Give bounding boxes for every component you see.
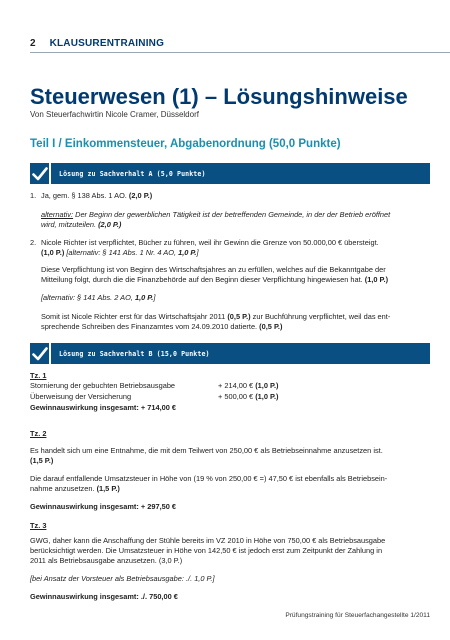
alternative-2	[41, 293, 155, 303]
row-1-points: (1,0 P.)	[255, 381, 279, 390]
tz-2-paragraph-2	[30, 474, 433, 494]
paragraph-somit-line1: Somit ist Nicole Richter erst für das Wirtschaftsjahr 2011	[41, 312, 228, 321]
banner-b-label: Lösung zu Sachverhalt B (15,0 Punkte)	[59, 349, 210, 358]
row-2-points: (1,0 P.)	[255, 392, 279, 401]
tz-2-paragraph-1-points: (1,5 P.)	[30, 456, 54, 465]
tz-2-paragraph-2-line1: Die darauf entfallende Umsatzsteuer in Höhe von (19 % von 250,00 € =) 47,50 € ist ebenfalls als Betriebsein-	[30, 474, 388, 483]
tz-3-heading: Tz. 3	[30, 521, 47, 530]
tz-2-heading: Tz. 2	[30, 429, 47, 438]
item-1-points: (2,0 P.)	[128, 191, 153, 200]
paragraph-somit-points2: (0,5 P.)	[259, 322, 283, 331]
alternative-1-points: (2,0 P.)	[98, 220, 122, 229]
alternative-1	[41, 210, 433, 230]
paragraph-somit-line1-tail: zur Buchführung verpflichtet, weil das ent-	[250, 312, 391, 321]
alternative-1-line2: wird, mitzuteilen.	[41, 220, 99, 229]
checkmark-icon	[30, 343, 51, 364]
row-1-amount: + 214,00 €	[218, 381, 256, 390]
alternative-2-close: ]	[153, 293, 156, 302]
paragraph-somit-line2: sprechende Schreiben des Finanzamtes vom 24.09.2010 datierte.	[41, 322, 260, 331]
alternative-2-text: [alternativ: § 141 Abs. 2 AO,	[41, 293, 135, 302]
tz-3-alternative: [bei Ansatz der Vorsteuer als Betriebsausgabe: ./. 1,0 P.]	[30, 574, 215, 583]
item-2-alt: [alternativ: § 141 Abs. 1 Nr. 4 AO,	[64, 248, 179, 257]
tz-3-line1: GWG, daher kann die Anschaffung der Stühle bereits im VZ 2010 in Höhe von 750,00 € als Betriebsausgabe	[30, 536, 386, 545]
paragraph-verpflichtung-line1: Diese Verpflichtung ist von Beginn des Wirtschaftsjahres an zu erfüllen, welches auf die Bekanntgabe der	[41, 265, 386, 274]
checkmark-icon	[30, 163, 51, 184]
row-1-value	[218, 381, 278, 390]
alternative-2-points: 1,0 P.	[134, 293, 154, 302]
item-1-text: Ja, gem. § 138 Abs. 1 AO.	[41, 191, 129, 200]
footer: Prüfungstraining für Steuerfachangestellte 1/2011	[285, 612, 430, 619]
tz-2-paragraph-2-points: (1,5 P.)	[96, 484, 120, 493]
item-2	[41, 238, 433, 258]
item-2-points: (1,0 P.)	[41, 248, 65, 257]
paragraph-somit	[41, 312, 433, 332]
row-2-value	[218, 392, 278, 401]
item-number-1: 1.	[30, 191, 37, 200]
tz-1-heading: Tz. 1	[30, 371, 47, 380]
item-number-2: 2.	[30, 238, 37, 247]
alternative-1-label: alternativ:	[41, 210, 74, 219]
tz-3-line3: 2011 als Betriebsausgabe anzusetzen. (3,0 P.)	[30, 556, 183, 565]
paragraph-verpflichtung-points: (1,0 P.)	[364, 275, 389, 284]
row-2-label: Überweisung der Versicherung	[30, 392, 132, 401]
item-1	[41, 191, 152, 201]
paragraph-verpflichtung-line2: Mitteilung folgt, durch die die Finanzbehörde auf den Beginn dieser Verpflichtung hingewiesen hat.	[41, 275, 365, 284]
paragraph-somit-points1: (0,5 P.)	[227, 312, 251, 321]
tz-3-paragraph	[30, 536, 433, 566]
banner-sachverhalt-b	[30, 343, 430, 364]
row-1-label: Stornierung der gebuchten Betriebsausgabe	[30, 381, 176, 390]
alternative-1-line1: Der Beginn der gewerblichen Tätigkeit ist der betreffenden Gemeinde, in der der Betrieb eröffnet	[73, 210, 391, 219]
item-2-line1: Nicole Richter ist verpflichtet, Bücher zu führen, weil ihr Gewinn die Grenze von 50.000,00 € übersteigt.	[41, 238, 379, 247]
item-2-alt-close: ]	[196, 248, 199, 257]
page-number: 2	[30, 38, 36, 49]
header-divider	[30, 52, 450, 53]
part-title: Teil I / Einkommensteuer, Abgabenordnung (50,0 Punkte)	[30, 138, 341, 150]
section-title: KLAUSURENTRAINING	[49, 38, 165, 49]
total-1: Gewinnauswirkung insgesamt: + 714,00 €	[30, 403, 177, 412]
total-3: Gewinnauswirkung insgesamt: ./. 750,00 €	[30, 592, 178, 601]
paragraph-verpflichtung	[41, 265, 433, 285]
tz-3-line2: berücksichtigt werden. Die Umsatzsteuer in Höhe von 142,50 € ist jedoch erst zum Zeitpunkt der Zahlung in	[30, 546, 383, 555]
tz-2-paragraph-1	[30, 446, 433, 466]
item-2-alt-points: 1,0 P.	[178, 248, 197, 257]
banner-a-label: Lösung zu Sachverhalt A (5,0 Punkte)	[59, 169, 206, 178]
row-2-amount: + 500,00 €	[218, 392, 256, 401]
page-title: Steuerwesen (1) – Lösungshinweise	[30, 84, 408, 109]
author-line: Von Steuerfachwirtin Nicole Cramer, Düsseldorf	[30, 110, 199, 119]
total-2: Gewinnauswirkung insgesamt: + 297,50 €	[30, 502, 177, 511]
tz-2-paragraph-1-text: Es handelt sich um eine Entnahme, die mit dem Teilwert von 250,00 € als Betriebseinnahme anzusetzen ist.	[30, 446, 383, 455]
tz-2-paragraph-2-line2: nahme anzusetzen.	[30, 484, 97, 493]
banner-sachverhalt-a	[30, 163, 430, 184]
page-header	[30, 38, 164, 49]
